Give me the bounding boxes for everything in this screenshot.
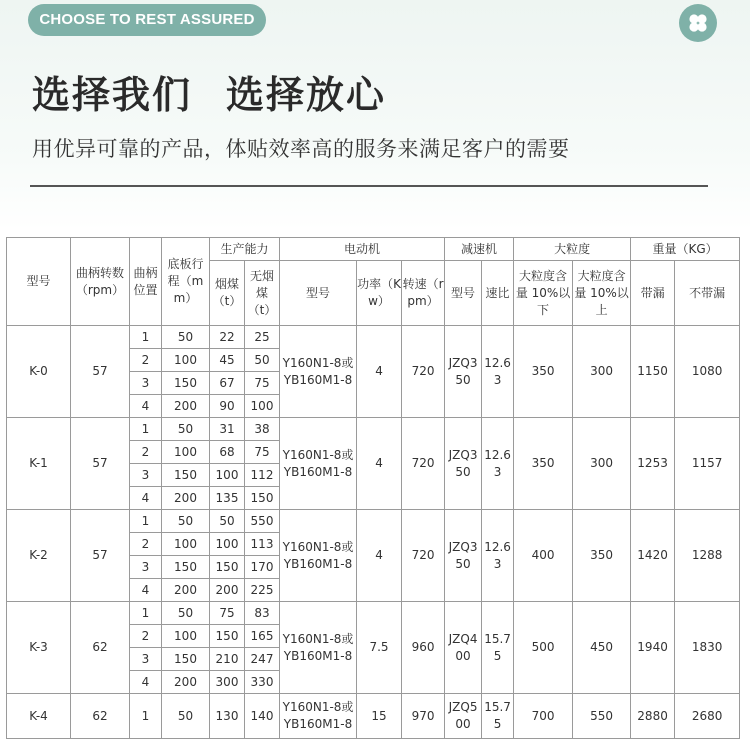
header-weight: 重量（KG） bbox=[631, 238, 740, 261]
cell-crank-position: 2 bbox=[130, 533, 162, 556]
cell-motor-model: Y160N1-8或YB160M1-8 bbox=[280, 602, 357, 694]
cell-crank-position: 2 bbox=[130, 625, 162, 648]
cell-anthracite: 112 bbox=[245, 464, 280, 487]
table-row bbox=[7, 694, 740, 739]
cell-reducer-model: JZQ350 bbox=[445, 326, 482, 418]
cell-power: 15 bbox=[357, 694, 402, 739]
cell-smoke-coal: 100 bbox=[210, 464, 245, 487]
cell-anthracite: 140 bbox=[245, 694, 280, 739]
cell-stroke: 200 bbox=[162, 395, 210, 418]
cell-crank-position: 2 bbox=[130, 349, 162, 372]
cell-reducer-model: JZQ500 bbox=[445, 694, 482, 739]
header-gran-below: 大粒度含量 10%以下 bbox=[514, 261, 573, 326]
cell-gran-below: 700 bbox=[514, 694, 573, 739]
cell-smoke-coal: 67 bbox=[210, 372, 245, 395]
cell-reducer-model: JZQ400 bbox=[445, 602, 482, 694]
cell-stroke: 50 bbox=[162, 602, 210, 625]
cell-motor-model: Y160N1-8或YB160M1-8 bbox=[280, 326, 357, 418]
cell-stroke: 150 bbox=[162, 556, 210, 579]
table-header-row bbox=[7, 238, 740, 261]
cell-anthracite: 83 bbox=[245, 602, 280, 625]
cell-smoke-coal: 31 bbox=[210, 418, 245, 441]
cell-stroke: 100 bbox=[162, 625, 210, 648]
table-row bbox=[7, 418, 740, 441]
cell-crank-speed: 57 bbox=[71, 326, 130, 418]
header-crank-position: 曲柄位置 bbox=[130, 238, 162, 326]
cell-ratio: 15.75 bbox=[482, 602, 514, 694]
cell-reducer-model: JZQ350 bbox=[445, 510, 482, 602]
header-motor: 电动机 bbox=[280, 238, 445, 261]
header-granularity: 大粒度 bbox=[514, 238, 631, 261]
cell-model: K-4 bbox=[7, 694, 71, 739]
cell-with-leak: 1253 bbox=[631, 418, 675, 510]
cell-crank-position: 3 bbox=[130, 464, 162, 487]
table-row bbox=[7, 326, 740, 349]
cell-with-leak: 1940 bbox=[631, 602, 675, 694]
banner-pill: CHOOSE TO REST ASSURED bbox=[28, 4, 266, 36]
cell-anthracite: 247 bbox=[245, 648, 280, 671]
header-reducer-model: 型号 bbox=[445, 261, 482, 326]
cell-model: K-2 bbox=[7, 510, 71, 602]
table-row bbox=[7, 510, 740, 533]
cell-anthracite: 50 bbox=[245, 349, 280, 372]
cell-motor-speed: 960 bbox=[402, 602, 445, 694]
cell-crank-position: 1 bbox=[130, 510, 162, 533]
cell-crank-position: 1 bbox=[130, 694, 162, 739]
cell-stroke: 200 bbox=[162, 671, 210, 694]
cell-anthracite: 100 bbox=[245, 395, 280, 418]
cell-power: 4 bbox=[357, 510, 402, 602]
header-ratio: 速比 bbox=[482, 261, 514, 326]
header-smoke-coal: 烟煤（t） bbox=[210, 261, 245, 326]
cell-smoke-coal: 100 bbox=[210, 533, 245, 556]
cell-crank-position: 1 bbox=[130, 602, 162, 625]
cell-with-leak: 2880 bbox=[631, 694, 675, 739]
cell-stroke: 100 bbox=[162, 441, 210, 464]
cell-motor-model: Y160N1-8或YB160M1-8 bbox=[280, 694, 357, 739]
cell-anthracite: 113 bbox=[245, 533, 280, 556]
cell-smoke-coal: 210 bbox=[210, 648, 245, 671]
header-motor-model: 型号 bbox=[280, 261, 357, 326]
cell-stroke: 50 bbox=[162, 694, 210, 739]
cell-stroke: 50 bbox=[162, 326, 210, 349]
table-row bbox=[7, 602, 740, 625]
header-crank-speed: 曲柄转数（rpm） bbox=[71, 238, 130, 326]
cell-crank-speed: 57 bbox=[71, 510, 130, 602]
cell-crank-position: 3 bbox=[130, 372, 162, 395]
cell-gran-below: 400 bbox=[514, 510, 573, 602]
cell-ratio: 12.63 bbox=[482, 510, 514, 602]
cell-without-leak: 1157 bbox=[675, 418, 740, 510]
cell-motor-speed: 720 bbox=[402, 326, 445, 418]
cell-smoke-coal: 45 bbox=[210, 349, 245, 372]
cell-motor-speed: 970 bbox=[402, 694, 445, 739]
header-with-leak: 带漏 bbox=[631, 261, 675, 326]
cell-crank-position: 4 bbox=[130, 579, 162, 602]
cell-stroke: 100 bbox=[162, 533, 210, 556]
header-model: 型号 bbox=[7, 238, 71, 326]
cell-crank-speed: 57 bbox=[71, 418, 130, 510]
cell-stroke: 200 bbox=[162, 487, 210, 510]
cell-stroke: 100 bbox=[162, 349, 210, 372]
cell-motor-speed: 720 bbox=[402, 418, 445, 510]
cell-stroke: 150 bbox=[162, 648, 210, 671]
cell-crank-position: 3 bbox=[130, 556, 162, 579]
cell-model: K-3 bbox=[7, 602, 71, 694]
cell-anthracite: 25 bbox=[245, 326, 280, 349]
cell-power: 4 bbox=[357, 326, 402, 418]
cell-crank-position: 4 bbox=[130, 487, 162, 510]
cell-power: 4 bbox=[357, 418, 402, 510]
cell-anthracite: 75 bbox=[245, 372, 280, 395]
cell-gran-above: 300 bbox=[573, 418, 631, 510]
cell-gran-below: 350 bbox=[514, 418, 573, 510]
cell-stroke: 150 bbox=[162, 464, 210, 487]
cell-smoke-coal: 68 bbox=[210, 441, 245, 464]
cell-gran-above: 450 bbox=[573, 602, 631, 694]
cell-model: K-0 bbox=[7, 326, 71, 418]
cell-anthracite: 150 bbox=[245, 487, 280, 510]
cell-smoke-coal: 150 bbox=[210, 556, 245, 579]
cell-ratio: 12.63 bbox=[482, 418, 514, 510]
cell-anthracite: 75 bbox=[245, 441, 280, 464]
cell-gran-above: 550 bbox=[573, 694, 631, 739]
cell-without-leak: 1288 bbox=[675, 510, 740, 602]
cell-stroke: 50 bbox=[162, 418, 210, 441]
cell-stroke: 150 bbox=[162, 372, 210, 395]
cell-smoke-coal: 300 bbox=[210, 671, 245, 694]
cell-smoke-coal: 22 bbox=[210, 326, 245, 349]
cell-crank-position: 4 bbox=[130, 671, 162, 694]
four-leaf-icon bbox=[679, 4, 717, 42]
cell-crank-position: 2 bbox=[130, 441, 162, 464]
cell-model: K-1 bbox=[7, 418, 71, 510]
subtitle: 用优异可靠的产品，体贴效率高的服务来满足客户的需要 bbox=[32, 137, 570, 161]
cell-smoke-coal: 130 bbox=[210, 694, 245, 739]
cell-gran-above: 350 bbox=[573, 510, 631, 602]
cell-gran-below: 500 bbox=[514, 602, 573, 694]
cell-smoke-coal: 75 bbox=[210, 602, 245, 625]
cell-crank-position: 1 bbox=[130, 418, 162, 441]
cell-crank-speed: 62 bbox=[71, 602, 130, 694]
cell-reducer-model: JZQ350 bbox=[445, 418, 482, 510]
cell-smoke-coal: 135 bbox=[210, 487, 245, 510]
cell-crank-position: 3 bbox=[130, 648, 162, 671]
cell-gran-above: 300 bbox=[573, 326, 631, 418]
cell-without-leak: 2680 bbox=[675, 694, 740, 739]
cell-anthracite: 550 bbox=[245, 510, 280, 533]
cell-crank-position: 1 bbox=[130, 326, 162, 349]
cell-without-leak: 1080 bbox=[675, 326, 740, 418]
cell-anthracite: 330 bbox=[245, 671, 280, 694]
cell-ratio: 12.63 bbox=[482, 326, 514, 418]
cell-with-leak: 1420 bbox=[631, 510, 675, 602]
header-without-leak: 不带漏 bbox=[675, 261, 740, 326]
cell-anthracite: 225 bbox=[245, 579, 280, 602]
header-motor-speed: 转速（rpm） bbox=[402, 261, 445, 326]
cell-ratio: 15.75 bbox=[482, 694, 514, 739]
cell-stroke: 200 bbox=[162, 579, 210, 602]
cell-gran-below: 350 bbox=[514, 326, 573, 418]
headline bbox=[32, 64, 386, 119]
cell-motor-model: Y160N1-8或YB160M1-8 bbox=[280, 418, 357, 510]
cell-crank-position: 4 bbox=[130, 395, 162, 418]
cell-without-leak: 1830 bbox=[675, 602, 740, 694]
cell-smoke-coal: 50 bbox=[210, 510, 245, 533]
divider bbox=[30, 185, 708, 187]
headline-part-1: 选择我们 bbox=[32, 73, 193, 117]
header-gran-above: 大粒度含量 10%以上 bbox=[573, 261, 631, 326]
cell-anthracite: 165 bbox=[245, 625, 280, 648]
header-capacity: 生产能力 bbox=[210, 238, 280, 261]
cell-power: 7.5 bbox=[357, 602, 402, 694]
cell-anthracite: 170 bbox=[245, 556, 280, 579]
header-anthracite: 无烟煤（t） bbox=[245, 261, 280, 326]
cell-motor-speed: 720 bbox=[402, 510, 445, 602]
header-power: 功率（Kw） bbox=[357, 261, 402, 326]
headline-part-2: 选择放心 bbox=[226, 73, 387, 117]
cell-with-leak: 1150 bbox=[631, 326, 675, 418]
cell-smoke-coal: 200 bbox=[210, 579, 245, 602]
cell-smoke-coal: 90 bbox=[210, 395, 245, 418]
header-stroke: 底板行程（mm） bbox=[162, 238, 210, 326]
header-reducer: 减速机 bbox=[445, 238, 514, 261]
cell-stroke: 50 bbox=[162, 510, 210, 533]
cell-anthracite: 38 bbox=[245, 418, 280, 441]
cell-smoke-coal: 150 bbox=[210, 625, 245, 648]
cell-crank-speed: 62 bbox=[71, 694, 130, 739]
spec-table bbox=[6, 237, 740, 739]
cell-motor-model: Y160N1-8或YB160M1-8 bbox=[280, 510, 357, 602]
